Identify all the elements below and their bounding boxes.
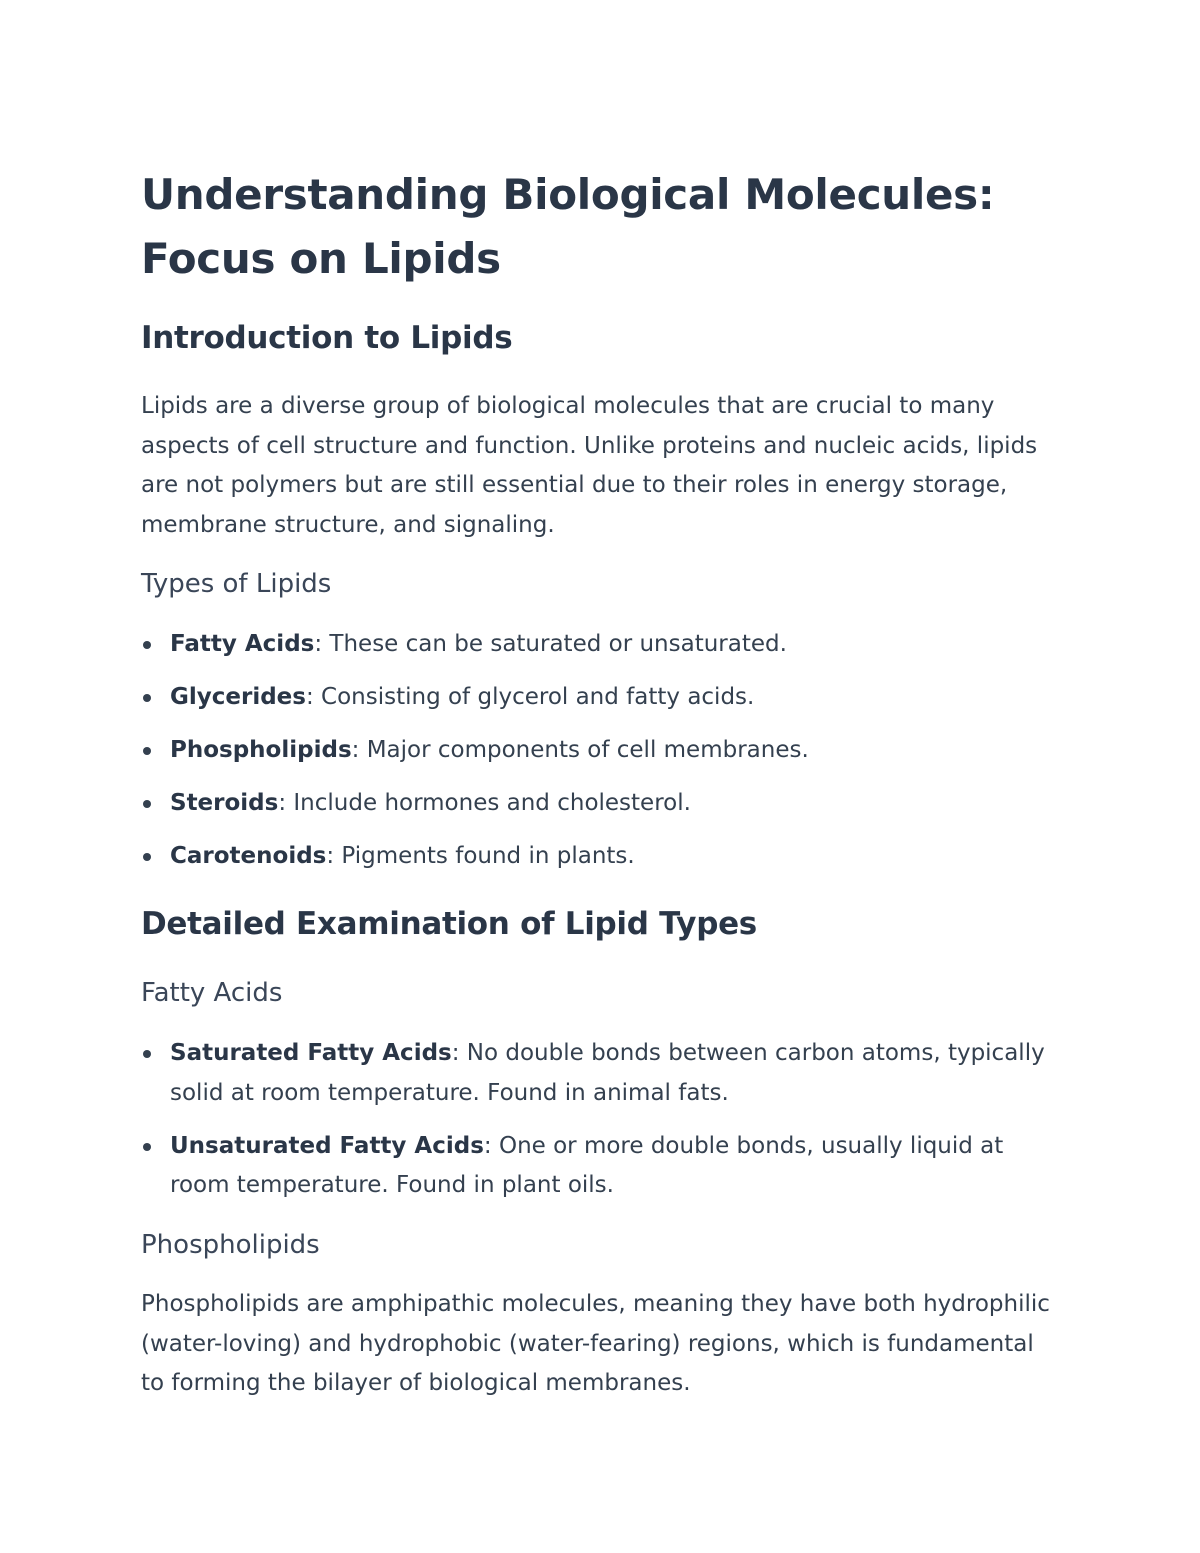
list-item-desc: : No double bonds between carbon atoms, typically solid at room temperature. Found in animal fats. xyxy=(170,1040,1045,1106)
list-item xyxy=(141,1127,1061,1206)
fatty-acids-heading: Fatty Acids xyxy=(141,978,283,1008)
list-item xyxy=(141,678,1061,718)
list-item-desc: : Pigments found in plants. xyxy=(326,843,635,869)
list-item xyxy=(141,837,1061,877)
list-item-term: Steroids xyxy=(170,790,279,816)
phospholipids-paragraph: Phospholipids are amphipathic molecules, meaning they have both hydrophilic (water-loving) and hydrophobic (water-fearing) regions, which is fundamental to forming the bilayer of biological membranes. xyxy=(141,1291,1050,1396)
types-list xyxy=(141,625,1061,890)
bullet-icon xyxy=(143,694,151,702)
intro-paragraph: Lipids are a diverse group of biological molecules that are crucial to many aspects of cell structure and function. Unlike proteins and nucleic acids, lipids are not polymers but are still essential due to their roles in energy storage, membrane structure, and signaling. xyxy=(141,393,1038,538)
list-item xyxy=(141,1034,1061,1113)
list-item-term: Unsaturated Fatty Acids xyxy=(170,1132,484,1159)
fatty-acids-list xyxy=(141,1034,1061,1219)
list-item-desc: : These can be saturated or unsaturated. xyxy=(314,631,787,657)
bullet-icon xyxy=(143,641,151,649)
list-item-desc: : One or more double bonds, usually liquid at room temperature. Found in plant oils. xyxy=(170,1132,1004,1198)
list-item-term: Carotenoids xyxy=(170,843,327,869)
list-item xyxy=(141,625,1061,665)
list-item-term: Phospholipids xyxy=(170,737,352,763)
bullet-icon xyxy=(143,1050,151,1058)
list-item-desc: : Major components of cell membranes. xyxy=(351,737,809,763)
list-item xyxy=(141,731,1061,771)
phospholipids-heading: Phospholipids xyxy=(141,1230,320,1260)
list-item-term: Glycerides xyxy=(170,684,306,710)
types-heading: Types of Lipids xyxy=(141,569,332,599)
list-item-desc: : Include hormones and cholesterol. xyxy=(278,790,691,816)
intro-heading: Introduction to Lipids xyxy=(141,320,513,356)
list-item-desc: : Consisting of glycerol and fatty acids. xyxy=(305,684,755,710)
bullet-icon xyxy=(143,800,151,808)
list-item-term: Saturated Fatty Acids xyxy=(170,1040,452,1066)
bullet-icon xyxy=(143,747,151,755)
detailed-heading: Detailed Examination of Lipid Types xyxy=(141,906,757,942)
bullet-icon xyxy=(143,1143,151,1151)
list-item xyxy=(141,784,1061,824)
list-item-term: Fatty Acids xyxy=(170,631,315,657)
bullet-icon xyxy=(143,853,151,861)
page-title: Understanding Biological Molecules: Focus on Lipids xyxy=(141,170,995,283)
